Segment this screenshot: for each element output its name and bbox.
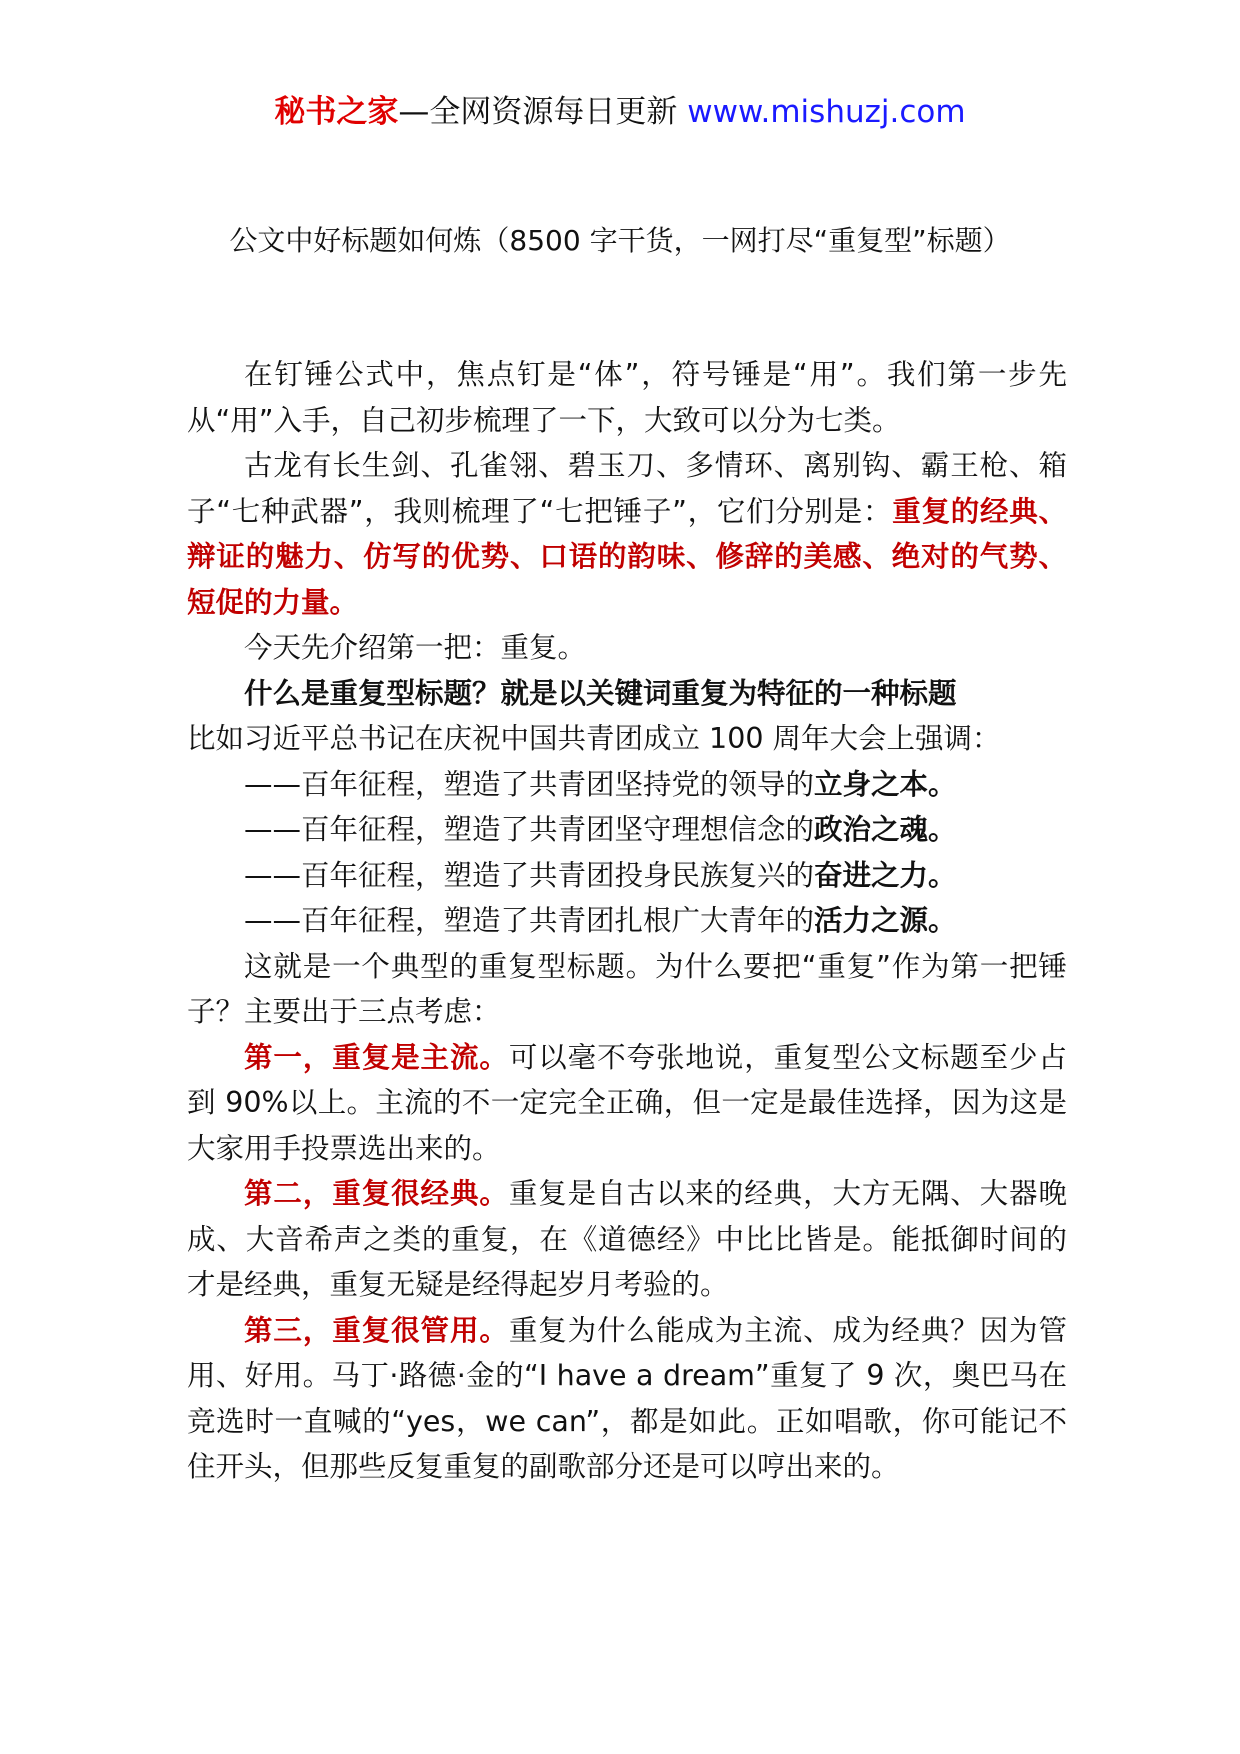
point-body: 重复为什么能成为主流、成为经典？因为管用、好用。马丁·路德·金的“I have a dream”重复了 9 次，奥巴马在竞选时一直喊的“yes，we can”，都是如此。正如唱歌，你可能记不住开头，但那些反复重复的副歌部分还是可以哼出来的。 — [187, 1313, 1067, 1483]
site-url-link[interactable]: www.mishuzj.com — [687, 94, 966, 130]
point-heading: 第一，重复是主流。 — [244, 1040, 509, 1074]
paragraph-first-hammer: 今天先介绍第一把：重复。 — [244, 631, 587, 664]
point-heading: 第二，重复很经典。 — [244, 1177, 509, 1210]
paragraph-point-two — [187, 1171, 1067, 1308]
quote-keyword: 政治之魂。 — [814, 813, 957, 846]
point-heading: 第三，重复很管用。 — [244, 1313, 509, 1347]
quote-keyword: 活力之源。 — [814, 904, 957, 937]
paragraph-example-intro: 比如习近平总书记在庆祝中国共青团成立 100 周年大会上强调： — [187, 722, 1001, 755]
quote-keyword: 立身之本。 — [814, 767, 957, 801]
header-tagline: —全网资源每日更新 — [398, 94, 688, 130]
quote-text: ——百年征程，塑造了共青团坚守理想信念的 — [244, 813, 815, 846]
quote-text: ——百年征程，塑造了共青团坚持党的领导的 — [244, 767, 815, 801]
paragraph-intro: 在钉锤公式中，焦点钉是“体”，符号锤是“用”。我们第一步先从“用”入手，自己初步梳理了一下，大致可以分为七类。 — [187, 358, 1067, 437]
paragraph-why-first: 这就是一个典型的重复型标题。为什么要把“重复”作为第一把锤子？主要出于三点考虑： — [187, 949, 1067, 1028]
quote-text: ——百年征程，塑造了共青团扎根广大青年的 — [244, 904, 815, 937]
emphasis-text: 重复的经典、辩证的魅力、仿写的优势、口语的韵味、修辞的美感、绝对的气势、短促的力量。 — [187, 494, 1067, 619]
quote-line — [187, 807, 1067, 853]
brand-name: 秘书之家 — [274, 94, 399, 130]
paragraph-point-one — [187, 1035, 1067, 1172]
paragraph-text: 古龙有长生剑、孔雀翎、碧玉刀、多情环、离别钩、霸王枪、箱子“七种武器”，我则梳理了“七把锤子”，它们分别是： — [187, 449, 1067, 528]
quote-text: ——百年征程，塑造了共青团投身民族复兴的 — [244, 858, 815, 892]
document-body — [187, 352, 1067, 1490]
paragraph-definition: 什么是重复型标题？就是以关键词重复为特征的一种标题 — [244, 676, 957, 710]
point-body: 可以毫不夸张地说，重复型公文标题至少占到 90%以上。主流的不一定完全正确，但一定是最佳选择，因为这是大家用手投票选出来的。 — [187, 1040, 1067, 1165]
quote-line — [187, 762, 1067, 808]
paragraph-point-three — [187, 1308, 1067, 1490]
quote-keyword: 奋进之力。 — [814, 858, 957, 892]
document-title: 公文中好标题如何炼（8500 字干货，一网打尽“重复型”标题） — [229, 224, 1011, 257]
quote-line — [187, 853, 1067, 899]
site-header — [0, 92, 1240, 132]
point-body: 重复是自古以来的经典，大方无隅、大器晚成、大音希声之类的重复，在《道德经》中比比皆是。能抵御时间的才是经典，重复无疑是经得起岁月考验的。 — [187, 1177, 1067, 1301]
paragraph-seven-hammers — [187, 443, 1067, 625]
quote-line — [187, 898, 1067, 944]
